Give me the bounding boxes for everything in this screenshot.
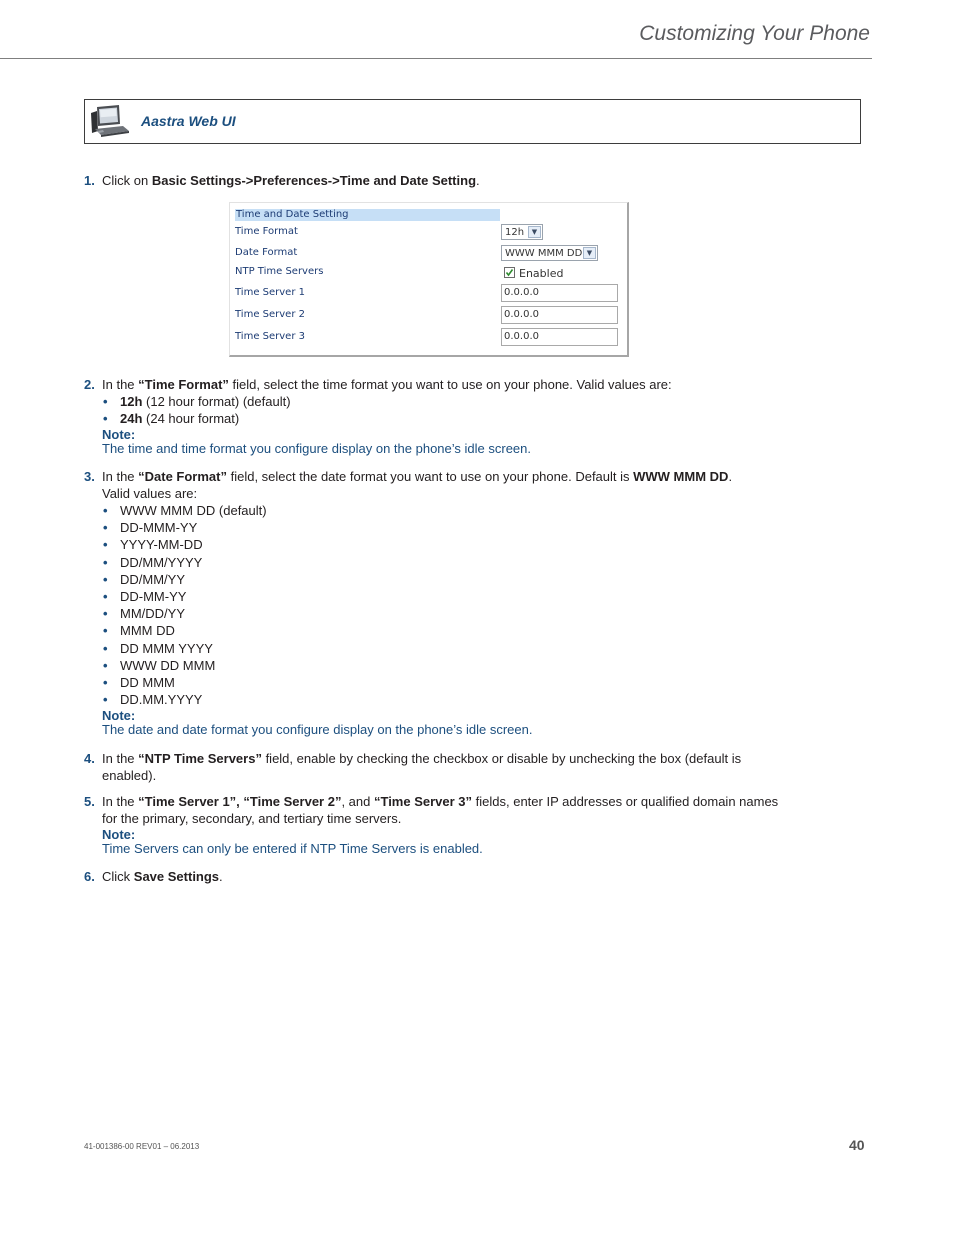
note-text: The date and date format you configure display on the phone’s idle screen.: [102, 722, 533, 738]
header-divider: [0, 58, 872, 59]
step-6: [84, 868, 782, 885]
time-format-values-list: [102, 393, 782, 427]
time-server-2-label: Time Server 2: [235, 309, 305, 320]
document-id: 41-001386-00 REV01 – 06.2013: [84, 1142, 200, 1151]
page-number: 40: [849, 1137, 865, 1153]
step-text: field, select the date format you want to use on your phone. Default is: [227, 469, 634, 484]
step-text: .: [728, 469, 733, 484]
step-text: Valid values are:: [102, 486, 198, 501]
checkmark-icon: [505, 268, 514, 277]
chevron-down-icon: ▼: [528, 226, 541, 238]
list-item: • WWW MMM DD (default): [102, 502, 782, 519]
computer-icon: [89, 104, 131, 140]
time-server-1-label: Time Server 1: [235, 287, 305, 298]
time-format-select[interactable]: [501, 224, 543, 240]
list-item: • MM/DD/YY: [102, 605, 782, 622]
step-text: .: [219, 869, 223, 884]
list-item: • MMM DD: [102, 622, 782, 639]
step-4: [84, 750, 782, 784]
field-name: “Date Format”: [138, 469, 227, 484]
value-desc: (24 hour format): [142, 411, 240, 427]
panel-header: Time and Date Setting: [235, 209, 500, 221]
note-label: Note:: [102, 708, 136, 724]
step-number: 2.: [84, 377, 95, 392]
aastra-web-ui-banner: [84, 99, 861, 144]
date-format-value: WWW MMM DD: [505, 248, 583, 259]
step-text: In the: [102, 751, 139, 766]
menu-path: Basic Settings->Preferences->Time and Date Setting: [151, 173, 477, 188]
web-ui-label: Aastra Web UI: [141, 113, 236, 129]
field-name: “NTP Time Servers”: [138, 751, 262, 766]
list-item: • WWW DD MMM: [102, 657, 782, 674]
time-server-1-input[interactable]: 0.0.0.0: [501, 284, 618, 302]
step-text: , and: [341, 794, 374, 809]
default-value: WWW MMM DD: [633, 469, 729, 484]
value-desc: (12 hour format) (default): [142, 394, 291, 409]
field-name: “Time Format”: [138, 377, 229, 392]
step-text: fields, enter IP addresses or qualified domain names for the primary, secondary, and tertiary time servers.: [102, 794, 779, 826]
chevron-down-icon: ▼: [583, 247, 596, 259]
list-item: • DD MMM YYYY: [102, 640, 782, 657]
step-text: Click on: [102, 173, 152, 188]
step-number: 1.: [84, 173, 95, 188]
step-number: 3.: [84, 469, 95, 484]
step-text: In the: [102, 469, 139, 484]
step-number: 4.: [84, 751, 95, 766]
time-server-3-input[interactable]: 0.0.0.0: [501, 328, 618, 346]
step-3: [84, 468, 782, 738]
field-name: “Time Server 3”: [373, 794, 473, 809]
ntp-enabled-label: Enabled: [519, 267, 564, 280]
step-text: Click: [102, 869, 134, 884]
step-text: .: [476, 173, 480, 188]
date-format-values-list: [102, 502, 782, 708]
list-item: • DD.MM.YYYY: [102, 691, 782, 708]
value-key: 12h: [120, 394, 143, 409]
date-format-select[interactable]: [501, 245, 598, 261]
time-format-value: 12h: [505, 227, 525, 238]
step-text: In the: [102, 377, 139, 392]
note-text: Time Servers can only be entered if NTP Time Servers is enabled.: [102, 841, 483, 856]
list-item: • DD MMM: [102, 674, 782, 691]
list-item: [102, 410, 782, 427]
note-text: The time and time format you configure display on the phone’s idle screen.: [102, 441, 531, 457]
ntp-enabled-checkbox[interactable]: [504, 267, 515, 278]
list-item: • DD/MM/YYYY: [102, 554, 782, 571]
note-label: Note:: [102, 827, 136, 842]
time-date-settings-panel: [229, 202, 629, 357]
step-text: In the: [102, 794, 139, 809]
list-item: • DD/MM/YY: [102, 571, 782, 588]
step-2: [84, 376, 782, 457]
list-item: • YYYY-MM-DD: [102, 536, 782, 553]
date-format-label: Date Format: [235, 247, 298, 258]
step-1: [84, 172, 782, 189]
time-server-2-input[interactable]: 0.0.0.0: [501, 306, 618, 324]
list-item: • DD-MMM-YY: [102, 519, 782, 536]
action-name: Save Settings: [133, 869, 220, 884]
list-item: • DD-MM-YY: [102, 588, 782, 605]
time-server-3-label: Time Server 3: [235, 331, 305, 342]
step-5: [84, 793, 782, 856]
field-name: “Time Server 1”, “Time Server 2”: [138, 794, 342, 809]
step-text: field, enable by checking the checkbox or disable by unchecking the box (default is enabled).: [102, 751, 742, 783]
ntp-time-servers-label: NTP Time Servers: [235, 266, 324, 277]
step-number: 6.: [84, 869, 95, 884]
value-key: 24h: [120, 411, 143, 427]
page-header-title: Customizing Your Phone: [639, 22, 870, 45]
step-number: 5.: [84, 794, 95, 809]
list-item: [102, 393, 782, 410]
step-text: field, select the time format you want to use on your phone. Valid values are:: [228, 377, 672, 392]
time-format-label: Time Format: [235, 226, 298, 237]
note-label: Note:: [102, 427, 136, 443]
